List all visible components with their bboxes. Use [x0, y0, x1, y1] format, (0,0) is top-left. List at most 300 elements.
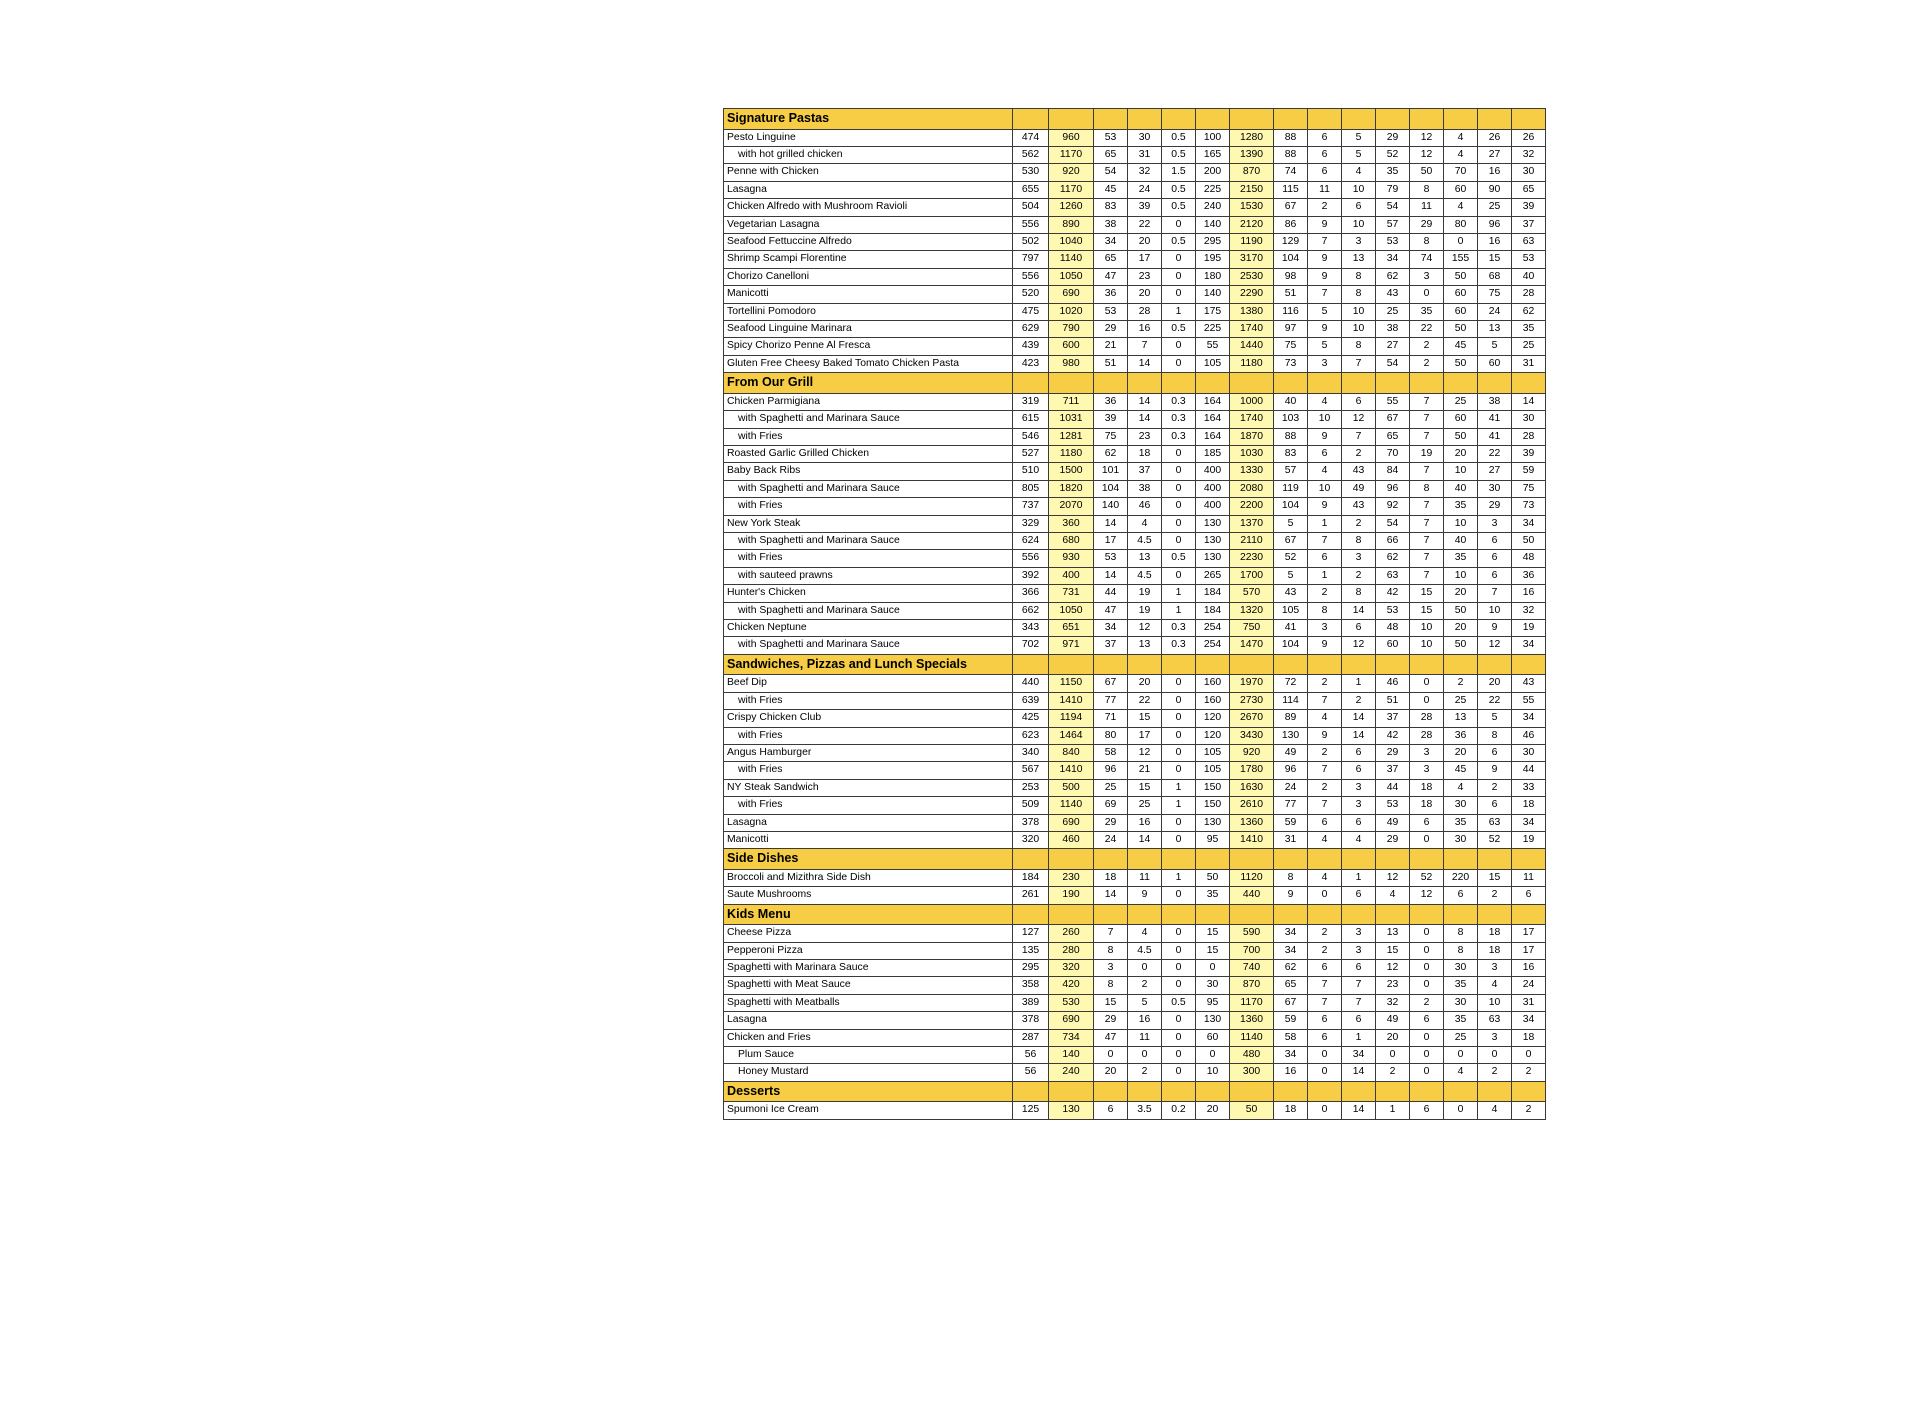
table-row [724, 831, 1546, 848]
value-cell: 86 [1274, 216, 1308, 233]
value-cell: 67 [1094, 675, 1128, 692]
value-cell: 7 [1342, 994, 1376, 1011]
value-cell: 3 [1342, 233, 1376, 250]
value-cell: 6 [1342, 199, 1376, 216]
value-cell: 0 [1162, 762, 1196, 779]
value-cell: 0 [1196, 959, 1230, 976]
value-cell: 53 [1512, 251, 1546, 268]
value-cell: 567 [1013, 762, 1049, 779]
value-cell: 1 [1342, 869, 1376, 886]
value-cell: 971 [1049, 637, 1094, 654]
item-name: Honey Mustard [724, 1064, 1013, 1081]
section-header-cell [1274, 654, 1308, 675]
value-cell: 18 [1094, 869, 1128, 886]
value-cell: 43 [1376, 286, 1410, 303]
table-row [724, 994, 1546, 1011]
value-cell: 77 [1094, 692, 1128, 709]
value-cell: 2 [1410, 355, 1444, 372]
table-row [724, 869, 1546, 886]
value-cell: 10 [1308, 411, 1342, 428]
table-row [724, 411, 1546, 428]
value-cell: 30 [1128, 129, 1162, 146]
value-cell: 180 [1196, 268, 1230, 285]
value-cell: 27 [1478, 146, 1512, 163]
value-cell: 6 [1308, 1029, 1342, 1046]
value-cell: 7 [1342, 428, 1376, 445]
item-name: Spaghetti with Meatballs [724, 994, 1013, 1011]
value-cell: 32 [1128, 164, 1162, 181]
value-cell: 97 [1274, 320, 1308, 337]
item-name: with Fries [724, 762, 1013, 779]
table-row [724, 1047, 1546, 1064]
value-cell: 28 [1512, 286, 1546, 303]
value-cell: 2 [1308, 675, 1342, 692]
section-header-cell [1013, 373, 1049, 394]
value-cell: 300 [1230, 1064, 1274, 1081]
value-cell: 41 [1478, 428, 1512, 445]
value-cell: 840 [1049, 744, 1094, 761]
value-cell: 2 [1478, 887, 1512, 904]
value-cell: 29 [1478, 498, 1512, 515]
value-cell: 53 [1376, 602, 1410, 619]
value-cell: 260 [1049, 925, 1094, 942]
value-cell: 140 [1196, 216, 1230, 233]
value-cell: 55 [1196, 338, 1230, 355]
value-cell: 6 [1478, 744, 1512, 761]
value-cell: 4 [1444, 129, 1478, 146]
table-row [724, 268, 1546, 285]
value-cell: 1 [1308, 567, 1342, 584]
value-cell: 378 [1013, 1012, 1049, 1029]
value-cell: 2 [1478, 1064, 1512, 1081]
value-cell: 0 [1410, 1064, 1444, 1081]
table-row [724, 567, 1546, 584]
value-cell: 25 [1444, 692, 1478, 709]
value-cell: 1330 [1230, 463, 1274, 480]
value-cell: 30 [1444, 994, 1478, 1011]
value-cell: 9 [1308, 637, 1342, 654]
section-header-cell [1196, 849, 1230, 870]
table-row [724, 320, 1546, 337]
value-cell: 1020 [1049, 303, 1094, 320]
value-cell: 9 [1308, 498, 1342, 515]
section-header-cell [1162, 849, 1196, 870]
value-cell: 4 [1444, 1064, 1478, 1081]
value-cell: 4 [1308, 463, 1342, 480]
value-cell: 0 [1410, 925, 1444, 942]
value-cell: 504 [1013, 199, 1049, 216]
value-cell: 530 [1049, 994, 1094, 1011]
value-cell: 711 [1049, 393, 1094, 410]
value-cell: 1140 [1049, 251, 1094, 268]
item-name: with Fries [724, 498, 1013, 515]
table-row [724, 393, 1546, 410]
value-cell: 37 [1512, 216, 1546, 233]
value-cell: 43 [1342, 498, 1376, 515]
item-name: Broccoli and Mizithra Side Dish [724, 869, 1013, 886]
section-header-cell [1049, 373, 1094, 394]
value-cell: 88 [1274, 129, 1308, 146]
value-cell: 870 [1230, 164, 1274, 181]
table-row [724, 286, 1546, 303]
value-cell: 46 [1512, 727, 1546, 744]
value-cell: 48 [1376, 619, 1410, 636]
value-cell: 1 [1308, 515, 1342, 532]
value-cell: 10 [1342, 320, 1376, 337]
value-cell: 0 [1162, 942, 1196, 959]
section-header-cell [1478, 849, 1512, 870]
value-cell: 96 [1478, 216, 1512, 233]
value-cell: 34 [1342, 1047, 1376, 1064]
value-cell: 31 [1512, 994, 1546, 1011]
section-header-cell [1444, 373, 1478, 394]
value-cell: 13 [1444, 710, 1478, 727]
value-cell: 36 [1512, 567, 1546, 584]
section-header-cell [1444, 904, 1478, 925]
value-cell: 366 [1013, 585, 1049, 602]
value-cell: 254 [1196, 619, 1230, 636]
value-cell: 690 [1049, 1012, 1094, 1029]
section-header-cell [1162, 373, 1196, 394]
section-header-cell [1196, 109, 1230, 130]
value-cell: 70 [1376, 445, 1410, 462]
table-row [724, 355, 1546, 372]
value-cell: 60 [1444, 303, 1478, 320]
value-cell: 67 [1274, 199, 1308, 216]
value-cell: 29 [1410, 216, 1444, 233]
value-cell: 53 [1376, 797, 1410, 814]
value-cell: 130 [1196, 550, 1230, 567]
value-cell: 240 [1049, 1064, 1094, 1081]
value-cell: 980 [1049, 355, 1094, 372]
table-row [724, 1029, 1546, 1046]
value-cell: 30 [1444, 831, 1478, 848]
value-cell: 31 [1128, 146, 1162, 163]
value-cell: 34 [1512, 1012, 1546, 1029]
value-cell: 556 [1013, 268, 1049, 285]
value-cell: 2 [1128, 1064, 1162, 1081]
item-name: with hot grilled chicken [724, 146, 1013, 163]
value-cell: 0 [1444, 1047, 1478, 1064]
value-cell: 3 [1308, 619, 1342, 636]
value-cell: 546 [1013, 428, 1049, 445]
value-cell: 100 [1196, 129, 1230, 146]
section-header-cell [1308, 1081, 1342, 1102]
value-cell: 662 [1013, 602, 1049, 619]
table-row [724, 637, 1546, 654]
section-title: Signature Pastas [724, 109, 1013, 130]
value-cell: 9 [1478, 619, 1512, 636]
value-cell: 47 [1094, 1029, 1128, 1046]
value-cell: 1190 [1230, 233, 1274, 250]
section-header-cell [1094, 109, 1128, 130]
section-header-cell [1094, 1081, 1128, 1102]
item-name: with Spaghetti and Marinara Sauce [724, 602, 1013, 619]
table-row [724, 532, 1546, 549]
value-cell: 6 [1410, 814, 1444, 831]
value-cell: 0 [1162, 480, 1196, 497]
value-cell: 6 [1308, 146, 1342, 163]
value-cell: 0 [1162, 977, 1196, 994]
value-cell: 7 [1308, 532, 1342, 549]
value-cell: 18 [1512, 797, 1546, 814]
value-cell: 53 [1094, 550, 1128, 567]
value-cell: 56 [1013, 1047, 1049, 1064]
value-cell: 7 [1478, 585, 1512, 602]
value-cell: 600 [1049, 338, 1094, 355]
value-cell: 48 [1512, 550, 1546, 567]
value-cell: 39 [1094, 411, 1128, 428]
value-cell: 16 [1274, 1064, 1308, 1081]
value-cell: 72 [1274, 675, 1308, 692]
value-cell: 68 [1478, 268, 1512, 285]
value-cell: 130 [1196, 814, 1230, 831]
section-header-cell [1478, 904, 1512, 925]
value-cell: 8 [1410, 181, 1444, 198]
value-cell: 1120 [1230, 869, 1274, 886]
value-cell: 15 [1094, 994, 1128, 1011]
section-header-cell [1342, 373, 1376, 394]
value-cell: 797 [1013, 251, 1049, 268]
table-row [724, 233, 1546, 250]
value-cell: 29 [1376, 744, 1410, 761]
table-row [724, 428, 1546, 445]
value-cell: 527 [1013, 445, 1049, 462]
value-cell: 73 [1274, 355, 1308, 372]
value-cell: 7 [1410, 567, 1444, 584]
value-cell: 13 [1342, 251, 1376, 268]
value-cell: 16 [1128, 1012, 1162, 1029]
value-cell: 890 [1049, 216, 1094, 233]
value-cell: 11 [1512, 869, 1546, 886]
value-cell: 11 [1308, 181, 1342, 198]
value-cell: 6 [1478, 567, 1512, 584]
value-cell: 40 [1444, 480, 1478, 497]
value-cell: 2150 [1230, 181, 1274, 198]
value-cell: 54 [1376, 199, 1410, 216]
section-header-cell [1308, 373, 1342, 394]
value-cell: 1780 [1230, 762, 1274, 779]
value-cell: 1 [1162, 797, 1196, 814]
value-cell: 930 [1049, 550, 1094, 567]
table-row [724, 692, 1546, 709]
item-name: Penne with Chicken [724, 164, 1013, 181]
value-cell: 69 [1094, 797, 1128, 814]
value-cell: 37 [1094, 637, 1128, 654]
item-name: Shrimp Scampi Florentine [724, 251, 1013, 268]
value-cell: 26 [1512, 129, 1546, 146]
value-cell: 9 [1308, 727, 1342, 744]
table-row [724, 216, 1546, 233]
value-cell: 225 [1196, 320, 1230, 337]
item-name: Pepperoni Pizza [724, 942, 1013, 959]
value-cell: 1410 [1049, 762, 1094, 779]
value-cell: 1410 [1230, 831, 1274, 848]
value-cell: 9 [1308, 251, 1342, 268]
value-cell: 15 [1128, 779, 1162, 796]
value-cell: 280 [1049, 942, 1094, 959]
value-cell: 590 [1230, 925, 1274, 942]
value-cell: 1180 [1230, 355, 1274, 372]
table-row [724, 675, 1546, 692]
value-cell: 65 [1274, 977, 1308, 994]
value-cell: 34 [1512, 814, 1546, 831]
table-row [724, 1064, 1546, 1081]
value-cell: 2 [1308, 585, 1342, 602]
value-cell: 2 [1376, 1064, 1410, 1081]
value-cell: 75 [1478, 286, 1512, 303]
value-cell: 295 [1196, 233, 1230, 250]
value-cell: 12 [1376, 869, 1410, 886]
value-cell: 639 [1013, 692, 1049, 709]
value-cell: 14 [1342, 710, 1376, 727]
section-header-cell [1376, 904, 1410, 925]
value-cell: 60 [1376, 637, 1410, 654]
value-cell: 14 [1128, 355, 1162, 372]
item-name: Lasagna [724, 1012, 1013, 1029]
value-cell: 29 [1376, 831, 1410, 848]
section-header-cell [1230, 109, 1274, 130]
value-cell: 29 [1094, 1012, 1128, 1029]
value-cell: 0 [1162, 831, 1196, 848]
value-cell: 19 [1512, 619, 1546, 636]
value-cell: 24 [1128, 181, 1162, 198]
value-cell: 105 [1196, 744, 1230, 761]
value-cell: 0 [1162, 445, 1196, 462]
value-cell: 1000 [1230, 393, 1274, 410]
value-cell: 67 [1274, 994, 1308, 1011]
value-cell: 0 [1162, 515, 1196, 532]
item-name: Seafood Fettuccine Alfredo [724, 233, 1013, 250]
value-cell: 624 [1013, 532, 1049, 549]
value-cell: 39 [1128, 199, 1162, 216]
value-cell: 44 [1094, 585, 1128, 602]
value-cell: 13 [1376, 925, 1410, 942]
value-cell: 4 [1128, 515, 1162, 532]
value-cell: 3 [1410, 268, 1444, 285]
value-cell: 75 [1274, 338, 1308, 355]
value-cell: 2530 [1230, 268, 1274, 285]
value-cell: 0.2 [1162, 1102, 1196, 1119]
section-title: Desserts [724, 1081, 1013, 1102]
value-cell: 74 [1410, 251, 1444, 268]
value-cell: 1464 [1049, 727, 1094, 744]
value-cell: 9 [1308, 428, 1342, 445]
value-cell: 20 [1376, 1029, 1410, 1046]
value-cell: 20 [1478, 675, 1512, 692]
item-name: with Fries [724, 428, 1013, 445]
value-cell: 12 [1478, 637, 1512, 654]
value-cell: 1280 [1230, 129, 1274, 146]
value-cell: 80 [1444, 216, 1478, 233]
section-header-cell [1444, 109, 1478, 130]
value-cell: 1 [1342, 675, 1376, 692]
value-cell: 27 [1376, 338, 1410, 355]
value-cell: 1360 [1230, 814, 1274, 831]
value-cell: 29 [1094, 814, 1128, 831]
value-cell: 59 [1274, 1012, 1308, 1029]
value-cell: 3 [1342, 550, 1376, 567]
value-cell: 475 [1013, 303, 1049, 320]
value-cell: 62 [1376, 268, 1410, 285]
value-cell: 28 [1410, 727, 1444, 744]
value-cell: 14 [1128, 393, 1162, 410]
value-cell: 22 [1478, 445, 1512, 462]
value-cell: 10 [1444, 567, 1478, 584]
value-cell: 4.5 [1128, 532, 1162, 549]
value-cell: 40 [1444, 532, 1478, 549]
value-cell: 22 [1410, 320, 1444, 337]
value-cell: 1630 [1230, 779, 1274, 796]
item-name: Manicotti [724, 286, 1013, 303]
value-cell: 36 [1094, 286, 1128, 303]
value-cell: 1320 [1230, 602, 1274, 619]
value-cell: 34 [1274, 925, 1308, 942]
value-cell: 562 [1013, 146, 1049, 163]
value-cell: 56 [1013, 1064, 1049, 1081]
value-cell: 0 [1162, 959, 1196, 976]
value-cell: 920 [1049, 164, 1094, 181]
section-header-cell [1196, 1081, 1230, 1102]
value-cell: 53 [1094, 303, 1128, 320]
table-row [724, 814, 1546, 831]
value-cell: 1470 [1230, 637, 1274, 654]
value-cell: 59 [1274, 814, 1308, 831]
section-header-cell [1274, 904, 1308, 925]
value-cell: 287 [1013, 1029, 1049, 1046]
value-cell: 46 [1376, 675, 1410, 692]
value-cell: 737 [1013, 498, 1049, 515]
value-cell: 43 [1512, 675, 1546, 692]
value-cell: 2610 [1230, 797, 1274, 814]
value-cell: 58 [1094, 744, 1128, 761]
value-cell: 230 [1049, 869, 1094, 886]
item-name: Spaghetti with Meat Sauce [724, 977, 1013, 994]
value-cell: 7 [1308, 994, 1342, 1011]
value-cell: 60 [1196, 1029, 1230, 1046]
value-cell: 19 [1128, 602, 1162, 619]
value-cell: 43 [1274, 585, 1308, 602]
value-cell: 20 [1128, 233, 1162, 250]
table-row [724, 727, 1546, 744]
item-name: Lasagna [724, 814, 1013, 831]
value-cell: 12 [1376, 959, 1410, 976]
value-cell: 116 [1274, 303, 1308, 320]
section-header-cell [1274, 849, 1308, 870]
section-header-cell [1274, 373, 1308, 394]
value-cell: 52 [1274, 550, 1308, 567]
value-cell: 3170 [1230, 251, 1274, 268]
value-cell: 95 [1196, 994, 1230, 1011]
value-cell: 8 [1342, 286, 1376, 303]
value-cell: 195 [1196, 251, 1230, 268]
value-cell: 20 [1444, 619, 1478, 636]
section-header-cell [1410, 654, 1444, 675]
value-cell: 39 [1512, 199, 1546, 216]
value-cell: 378 [1013, 814, 1049, 831]
section-header-cell [1410, 849, 1444, 870]
section-header-cell [1478, 109, 1512, 130]
value-cell: 2 [1444, 675, 1478, 692]
item-name: Chicken Alfredo with Mushroom Ravioli [724, 199, 1013, 216]
value-cell: 50 [1444, 320, 1478, 337]
value-cell: 50 [1444, 428, 1478, 445]
value-cell: 1740 [1230, 320, 1274, 337]
section-header-cell [1162, 904, 1196, 925]
value-cell: 30 [1512, 411, 1546, 428]
value-cell: 4.5 [1128, 567, 1162, 584]
value-cell: 18 [1410, 779, 1444, 796]
